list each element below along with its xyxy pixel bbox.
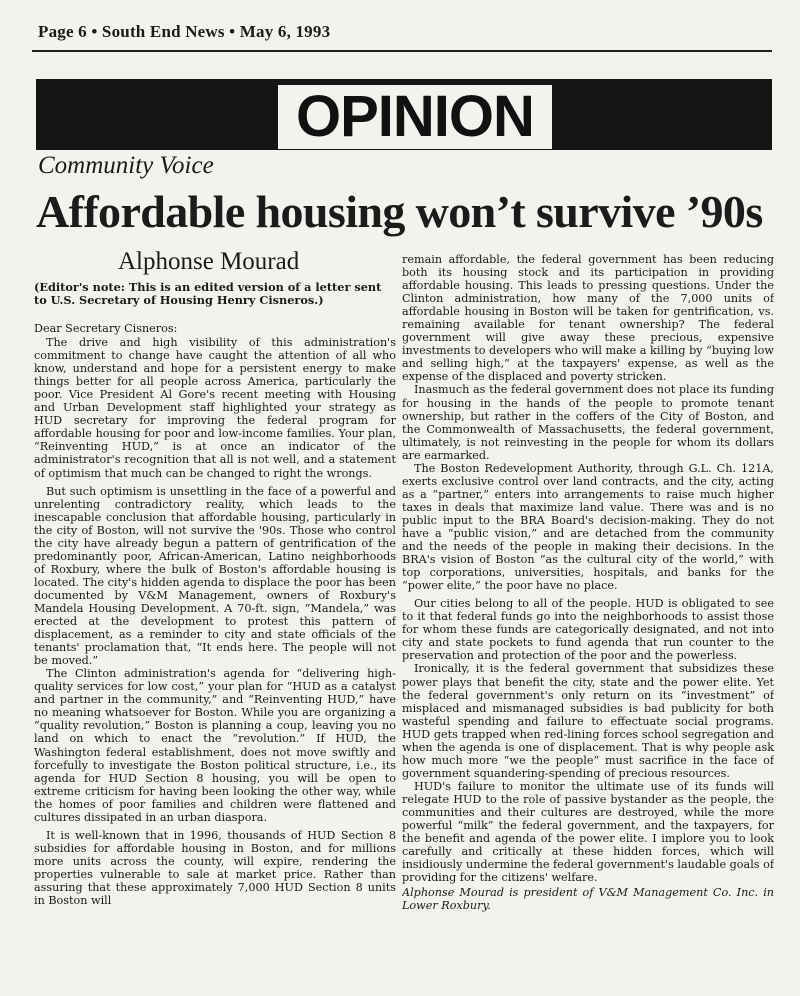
paragraph: Inasmuch as the federal government does not place its funding for housing in the hands of the people to promote tenant ownership, but rather in the coffers of the City of Boston, and the Commonwealth of Massachusetts, the federal government, ultimately, is not reinvesting in the people for whom its dollars are earmarked. [402, 383, 774, 462]
editor-note: (Editor's note: This is an edited version of a letter sent to U.S. Secretary of Housing Henry Cisneros.) [34, 280, 382, 308]
paragraph: But such optimism is unsettling in the face of a powerful and unrelenting contradictory reality, which leads to the inescapable conclusion that affordable housing, particularly in the city of Boston, will not survive the '90s. Those who control the city have already begun a pattern of gentrification of the predominantly poor, African-American, Latino neighborhoods of Roxbury, where the bulk of Boston's affordable housing is located. The city's hidden agenda to displace the poor has been documented by V&M Management, owners of Roxbury's Mandela Housing Development. A 70-ft. sign, “Mandela,” was erected at the development to protest this pattern of displacement, as a reminder to city and state officials of the tenants' proclamation that, “It ends here. The people will not be moved.” [34, 484, 396, 668]
paragraph: Our cities belong to all of the people. HUD is obligated to see to it that federal funds go into the neighborhoods to assist those for whom these funds are categorically designated, and not into city and state pockets to fund agenda that run counter to the preservation and protection of the poor and the powerless. [402, 597, 774, 663]
paragraph: The Clinton administration's agenda for “delivering high-quality services for low cost,” your plan for “HUD as a catalyst and partner in the community,” and “Reinventing HUD,” have no meaning whatsoever for Boston. While you are organizing a “quality revolution,” Boston is planning a coup, leaving you no land on which to enact the “revolution.” If HUD, the Washington federal establishment, does not move swiftly and forcefully to investigate the Boston political structure, i.e., its agenda for HUD Section 8 housing, you will be open to extreme criticism for having been looking the other way, while the homes of poor families and children were flattened and cultures dissipated in an urban diaspora. [34, 667, 396, 824]
page-header: Page 6 • South End News • May 6, 1993 [38, 22, 331, 41]
article-column-left [34, 322, 396, 950]
paragraph: It is well-known that in 1996, thousands of HUD Section 8 subsidies for affordable housing in Boston, and for millions more units across the county, will expire, rendering the properties vulnerable to sale at market price. Rather than assuring that these approximately 7,000 HUD Section 8 units in Boston will [34, 828, 396, 908]
byline: Alphonse Mourad [118, 248, 300, 275]
paragraph: remain affordable, the federal government has been reducing both its housing stock and its participation in providing affordable housing. This leads to pressing questions. Under the Clinton administration, how many of the 7,000 units of affordable housing in Boston will be taken for gentrification, vs. remaining available for tenant ownership? The federal government will give away these precious, expensive investments to developers who will make a killing by “buying low and selling high,” at the taxpayers' expense, as well as the expense of the displaced and poverty stricken. [402, 253, 774, 384]
column-kicker: Community Voice [38, 152, 214, 179]
header-rule [32, 50, 772, 52]
paragraph: The Boston Redevelopment Authority, through G.L. Ch. 121A, exerts exclusive control over land contracts, and the city, acting as a “partner,” enters into arrangements to raise much higher taxes in deals that maximize land value. There was and is no public input to the BRA Board's decision-making. They do not have a “public vision,” and are detached from the community and the needs of the people in making their decisions. In the BRA's vision of Boston “as the cultural city of the world,” with top corporations, universities, hospitals, and banks for the “power elite,” the poor have no place. [402, 461, 774, 593]
paragraph: Ironically, it is the federal government that subsidizes these power plays that benefit the city, state and the power elite. Yet the federal government's only return on its “investment” of misplaced and mismanaged subsidies is bad publicity for both wasteful spending and failure to effectuate social programs. HUD gets trapped when red-lining forces school segregation and when the agenda is one of displacement. That is why people ask how much more “we the people” must sacrifice in the face of government squandering-spending of precious resources. [402, 662, 774, 780]
headline: Affordable housing won’t survive ’90s [36, 186, 763, 237]
section-title: OPINION [278, 85, 552, 149]
salutation: Dear Secretary Cisneros: [34, 322, 178, 335]
paragraph: HUD's failure to monitor the ultimate use of its funds will relegate HUD to the role of passive bystander as the people, the communities and their cultures are destroyed, while the more powerful “milk” the federal government, and the taxpayers, for the benefit and agenda of the power elite. I implore you to look carefully and critically at these hidden forces, which will insidiously undermine the federal government's laudable goals of providing for the citizens' welfare. [402, 779, 774, 885]
paragraph: The drive and high visibility of this administration's commitment to change have caught the attention of all who know, understand and hope for a persistent energy to make things better for all people across America, particularly the poor. Vice President Al Gore's recent meeting with Housing and Urban Development staff highlighted your strategy as HUD secretary for improving the federal program for affordable housing for poor and low-income families. Your plan, “Reinventing HUD,” is at once an indicator of the administrator's recognition that all is not well, and a statement of optimism that much can be changed to right the wrongs. [34, 336, 396, 480]
author-bio: Alphonse Mourad is president of V&M Management Co. Inc. in Lower Roxbury. [402, 886, 774, 913]
article-column-right [402, 253, 774, 953]
